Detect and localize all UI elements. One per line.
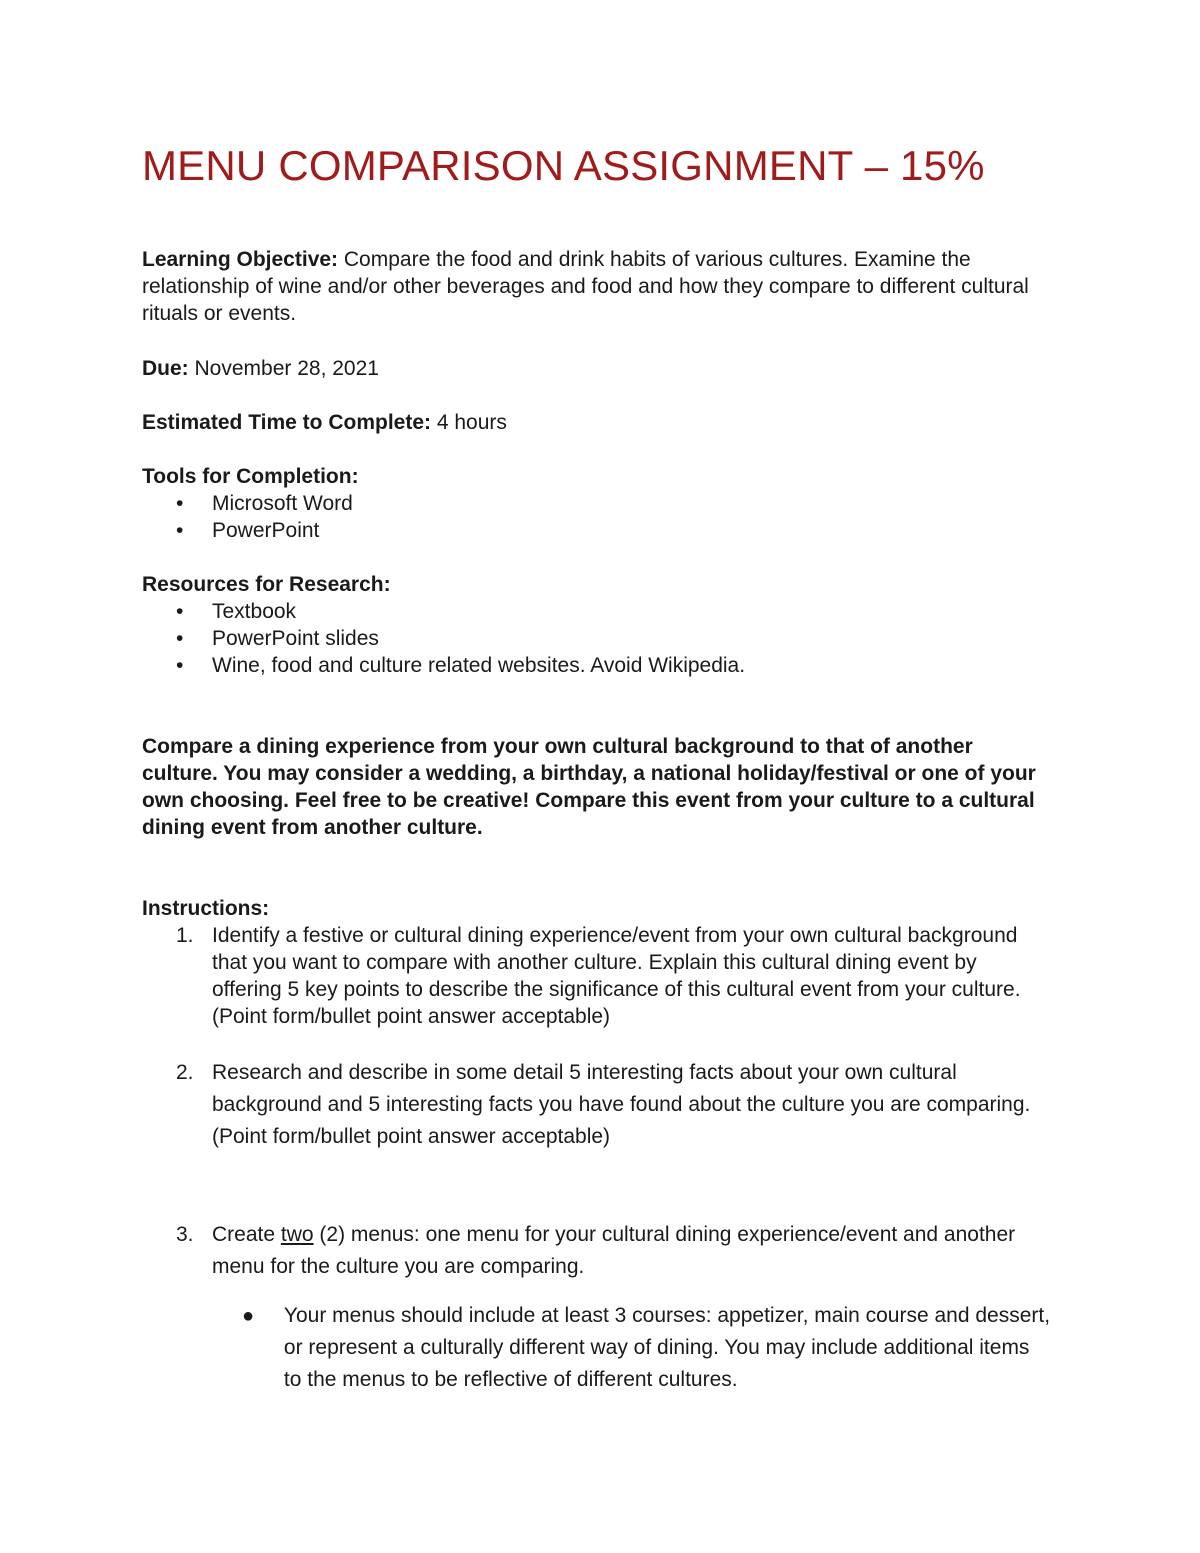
list-item	[142, 652, 1052, 679]
tool-item: Microsoft Word	[212, 492, 353, 515]
instruction-text-post: (2) menus: one menu for your cultural dining experience/event and another menu for the culture you are comparing.	[212, 1223, 1016, 1278]
resources-section	[142, 571, 1052, 679]
resource-item: Textbook	[212, 600, 297, 623]
estimated-time	[142, 409, 1052, 436]
menu-sub-bullet	[142, 1300, 1052, 1396]
resource-item: PowerPoint slides	[212, 627, 379, 650]
item-number: 1.	[176, 924, 194, 947]
due-date	[142, 355, 1052, 382]
learning-objective-text: Compare the food and drink habits of various cultures. Examine the relationship of wine and/or other beverages and food and how they compare to different cultural rituals or events.	[142, 248, 1029, 325]
resource-item: Wine, food and culture related websites. Avoid Wikipedia.	[212, 654, 746, 677]
instruction-3	[142, 1219, 1052, 1283]
item-number: 3.	[176, 1223, 194, 1246]
instruction-text	[212, 1219, 1052, 1283]
list-item	[142, 517, 1052, 544]
list-item	[142, 1057, 1052, 1153]
list-item	[142, 625, 1052, 652]
underlined-word: two	[280, 1223, 314, 1246]
list-item	[142, 490, 1052, 517]
bullet-icon: •	[176, 492, 184, 515]
instruction-2	[142, 1057, 1052, 1153]
item-number: 2.	[176, 1061, 194, 1084]
learning-objective	[142, 246, 1052, 327]
learning-objective-label: Learning Objective:	[142, 248, 339, 271]
assignment-prompt	[142, 733, 1042, 841]
estimated-time-label: Estimated Time to Complete:	[142, 411, 431, 434]
sub-bullet-text: Your menus should include at least 3 courses: appetizer, main course and dessert, or represent a culturally different way of dining. You may include additional items to the menus to be reflective of different cultures.	[283, 1304, 1051, 1391]
list-item	[142, 1300, 1052, 1396]
tools-label: Tools for Completion:	[142, 465, 359, 488]
list-item	[142, 922, 1052, 1030]
estimated-time-value: 4 hours	[431, 411, 507, 434]
prompt-text: Compare a dining experience from your own cultural background to that of another culture. You may consider a wedding, a birthday, a national holiday/festival or one of your own choosing. Feel free to be creative! Compare this event from your culture to a cultural dining event from another culture.	[142, 735, 1036, 839]
instruction-text: Research and describe in some detail 5 interesting facts about your own cultural background and 5 interesting facts you have found about the culture you are comparing. (Point form/bullet point answer acceptable)	[212, 1061, 1031, 1148]
resources-label: Resources for Research:	[142, 573, 391, 596]
bullet-icon: •	[176, 654, 184, 677]
bullet-icon: •	[176, 600, 184, 623]
bullet-icon: •	[176, 519, 184, 542]
bullet-icon: ●	[242, 1305, 255, 1327]
list-item	[142, 1219, 1052, 1283]
tools-section	[142, 463, 1052, 544]
due-value: November 28, 2021	[188, 357, 379, 380]
due-label: Due:	[142, 357, 189, 380]
instructions-section	[142, 895, 1052, 1030]
tool-item: PowerPoint	[212, 519, 320, 542]
list-item	[142, 598, 1052, 625]
instruction-text: Identify a festive or cultural dining experience/event from your own cultural background that you want to compare with another culture. Explain this cultural dining event by offering 5 key points to describe the significance of this cultural event from your culture. (Point form/bullet point answer acceptable)	[212, 924, 1021, 1028]
instruction-text-pre: Create	[212, 1223, 281, 1246]
page-title: MENU COMPARISON ASSIGNMENT – 15%	[142, 142, 985, 189]
bullet-icon: •	[176, 627, 184, 650]
instructions-label: Instructions:	[142, 897, 270, 920]
